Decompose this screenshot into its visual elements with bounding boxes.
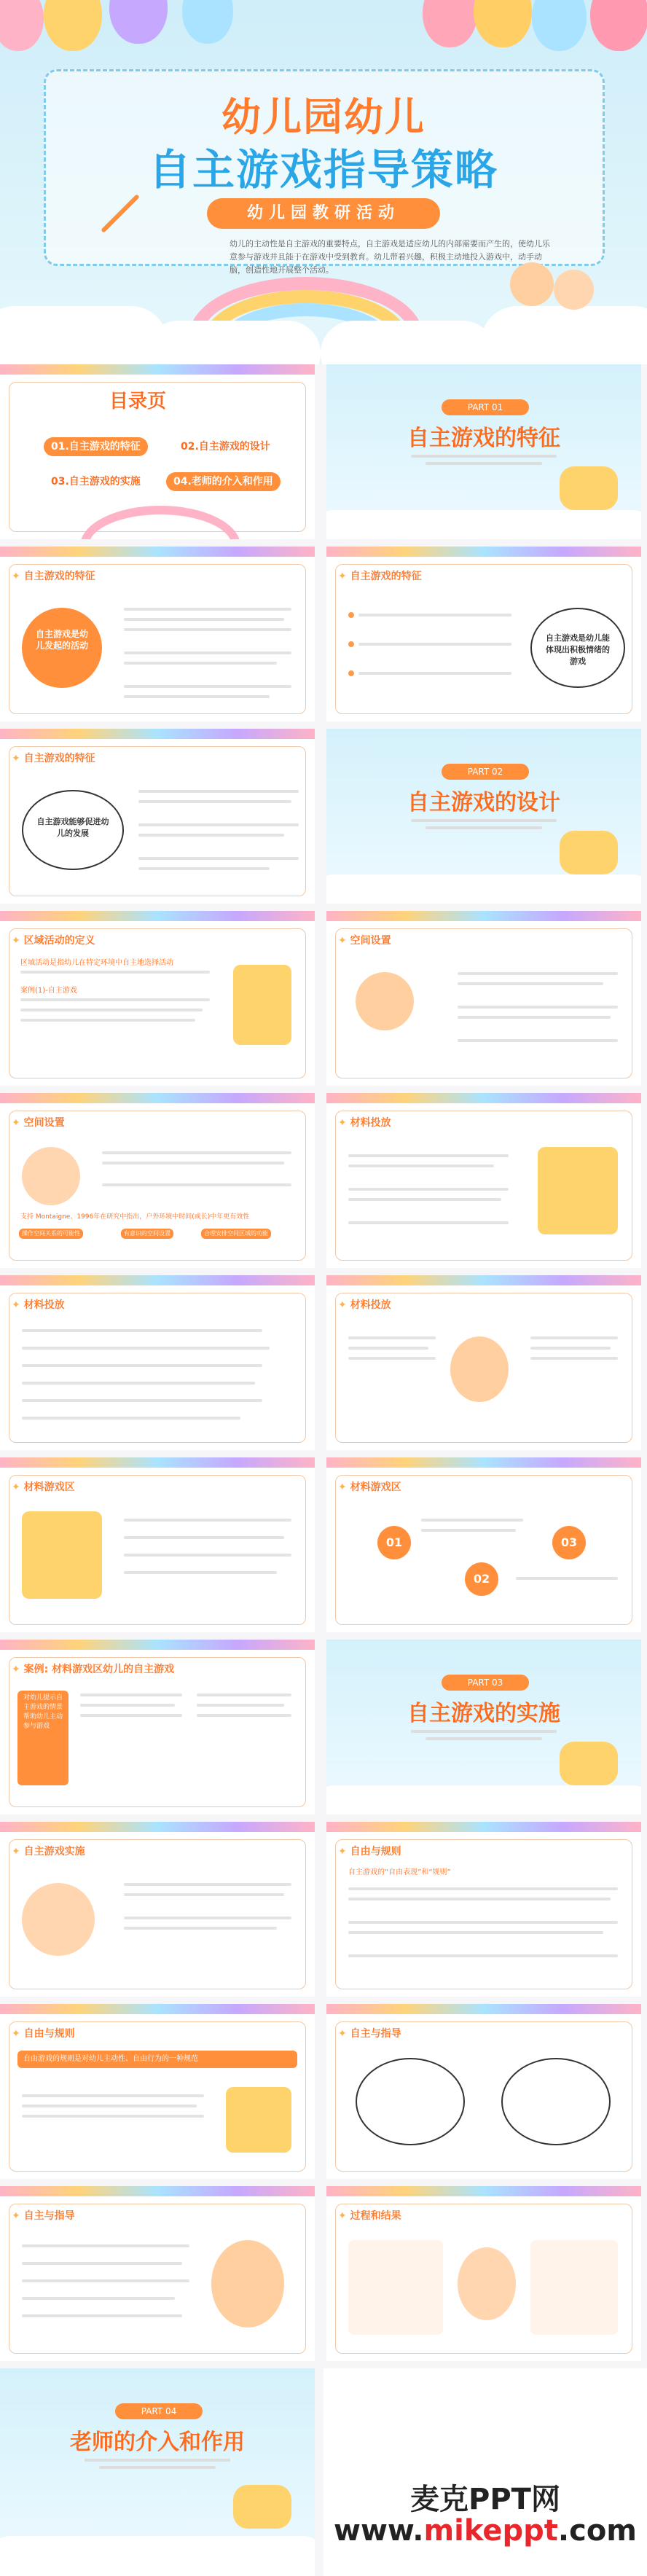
text-line [99,2466,216,2469]
slide-part-02 [326,729,641,904]
text-line [348,1357,436,1360]
slide-header: ✦ 自主游戏实施 [12,1844,85,1858]
watermark-url-prefix: www. [333,2514,424,2548]
text-line [22,2279,189,2282]
key-point-1: 区域活动是指幼儿在特定环境中自主地选择活动 [20,959,173,967]
text-line [348,1887,618,1890]
text-line [124,1519,291,1522]
text-line [197,1714,291,1717]
cloud-icon [481,306,647,364]
text-line [530,1336,618,1339]
text-line [421,1529,516,1532]
elephant-slide-icon [233,2485,291,2529]
slide-3 [0,547,315,721]
text-line [124,1571,277,1574]
slide-header: ✦ 过程和结果 [338,2208,401,2223]
toc-item-2[interactable]: 02.自主游戏的设计 [181,441,270,453]
slide-15 [0,1640,315,1814]
slide-5 [0,729,315,904]
text-line [22,2244,189,2247]
bullet-dot [348,641,354,647]
elephant-slide-icon [560,831,618,874]
part-title: 自主游戏的实施 [407,1701,560,1726]
text-line [197,1694,291,1696]
text-line [124,651,291,654]
number-circle-1: 01 [377,1526,411,1559]
text-line [22,2314,182,2317]
slide-header: ✦ 空间设置 [338,933,391,947]
tag-chip: 有意识的空间设置 [121,1229,173,1239]
text-line [348,1898,611,1900]
text-line [22,1347,270,1350]
text-line [124,1927,277,1930]
cover-slide [0,0,647,364]
thought-bubble: 自主游戏是幼儿能体现出积极情绪的游戏 [530,608,625,688]
text-line [348,1921,618,1924]
text-line [124,1536,284,1539]
part-title: 自主游戏的设计 [407,790,560,815]
key-point-2: 案例(1)-自主游戏 [20,987,77,995]
elephant-slide-icon [560,466,618,510]
slide-note: 自主游戏的“自由表现”和“规则” [348,1868,451,1876]
slide-header: ✦ 自主游戏的特征 [12,751,95,765]
slide-9 [0,1093,315,1268]
slide-header: ✦ 空间设置 [12,1115,65,1130]
cover-title-line2: 自主游戏指导策略 [148,145,498,195]
slide-playground-illustration [538,1147,618,1234]
slide-toc [0,364,315,539]
text-line [411,819,557,822]
slide-14 [326,1457,641,1632]
cloud-icon [0,306,168,364]
cloud-icon [0,2536,315,2576]
highlight-circle: 自主游戏是幼儿发起的活动 [22,608,102,688]
slide-border [9,1293,306,1443]
text-line [20,1019,195,1022]
elephant-slide-icon [560,1742,618,1785]
watermark-url-accent: mikeppt [423,2514,558,2548]
text-line [138,790,299,793]
balloon-icon [182,0,233,44]
slide-17 [0,1822,315,1997]
cover-description: 幼儿的主动性是自主游戏的重要特点，自主游戏是适应幼儿的内部需要而产生的，使幼儿乐意参与游戏并且能于在游戏中受到教育。幼儿带着兴趣，积极主动地投入游戏中，动手动脑，创造性地开展整个活动。 [230,239,550,275]
balloon-icon [590,0,647,51]
tag-chip: 合理安排空间区域的功能 [201,1229,271,1239]
text-box [530,2240,618,2335]
slide-7 [0,911,315,1086]
text-line [102,1162,284,1164]
text-line [348,1164,494,1167]
text-line [348,1347,428,1350]
balloon-icon [474,0,532,47]
cover-title-line1: 幼儿园幼儿 [221,94,426,140]
text-line [22,1364,262,1367]
text-line [138,823,299,826]
cloud-icon [326,510,641,539]
text-line [426,1737,542,1740]
part-title: 自主游戏的特征 [407,426,560,451]
slide-12 [326,1275,641,1450]
text-line [22,1399,262,1402]
text-line [124,618,284,621]
text-line [22,2115,204,2118]
slide-8 [326,911,641,1086]
text-line [348,1188,509,1191]
text-line [22,1382,255,1385]
text-line [22,2094,204,2097]
text-line [348,1336,436,1339]
text-line [138,867,270,870]
balloon-icon [423,0,477,47]
slide-19 [0,2004,315,2179]
text-line [426,826,542,829]
text-line [530,1357,618,1360]
highlight-box: 对幼儿提示自主游戏的情景帮助幼儿主动参与游戏 [17,1691,68,1785]
quote-text: 支持 Montaigne、1996年在研究中指出，户外环境中时间(或长)中年更有效性 [20,1213,250,1221]
child-running-illustration [356,972,414,1030]
balloon-icon [109,0,168,44]
text-line [124,1893,284,1896]
part-tag: PART 04 [115,2403,203,2419]
text-line [124,685,291,688]
slide-part-03 [326,1640,641,1814]
kids-illustration [510,262,554,306]
kids-illustration [554,270,594,310]
text-line [458,982,603,985]
text-line [124,662,277,665]
slide-playground-illustration [233,965,291,1045]
text-line [421,1519,523,1522]
slide-13 [0,1457,315,1632]
text-line [530,1347,611,1350]
text-line [80,1714,182,1717]
toc-item-1[interactable]: 01.自主游戏的特征 [44,437,148,456]
text-line [358,614,511,616]
balloon-icon [44,0,102,51]
part-title: 老师的介入和作用 [70,2430,245,2455]
slide-21 [0,2186,315,2361]
slide-11 [0,1275,315,1450]
text-line [22,2262,182,2265]
text-line [458,1006,618,1009]
slide-header: ✦ 材料投放 [12,1297,65,1312]
highlight-banner: 自由游戏的规则是对幼儿主动性、自由行为的一种规范 [17,2051,297,2068]
slide-header: ✦ 材料投放 [338,1297,391,1312]
text-line [348,1221,509,1224]
text-line [197,1704,284,1707]
cloud-icon [321,321,495,364]
slide-header: ✦ 材料游戏区 [12,1479,75,1494]
toc-item-3[interactable]: 03.自主游戏的实施 [51,476,141,488]
children-illustration [22,1147,80,1205]
text-line [124,1917,291,1919]
text-line [348,1198,501,1201]
text-line [426,462,542,465]
text-line [411,1730,557,1733]
cloud-icon [326,1785,641,1814]
slide-header: ✦ 材料游戏区 [338,1479,401,1494]
slide-header: ✦ 自主与指导 [338,2026,401,2040]
text-line [138,834,284,837]
text-line [80,1704,175,1707]
text-line [458,1016,611,1019]
text-line [458,1039,618,1042]
bullet-dot [348,612,354,618]
text-line [85,2459,230,2462]
slide-header: ✦ 自主游戏的特征 [338,568,422,583]
text-line [138,800,291,803]
text-line [124,608,291,611]
text-box [348,2240,443,2335]
part-tag: PART 01 [442,399,529,415]
slide-10 [326,1093,641,1268]
text-line [348,1931,603,1934]
slide-border [335,1839,632,1989]
number-circle-2: 02 [465,1562,498,1596]
text-line [124,695,270,698]
slide-playground-illustration [226,2087,291,2153]
toc-item-4[interactable]: 04.老师的介入和作用 [166,472,281,491]
text-line [124,1883,291,1886]
text-line [516,1577,618,1580]
slide-header: ✦ 自由与规则 [12,2026,75,2040]
toc-title: 目录页 [109,391,167,412]
watermark-url[interactable] [324,2514,647,2548]
child-hopscotch-illustration [211,2240,284,2328]
slide-20 [326,2004,641,2179]
cloud-icon [326,874,641,904]
cloud-icon [146,321,321,364]
slide-18 [326,1822,641,1997]
text-line [20,998,210,1001]
text-line [348,1154,509,1157]
thought-bubble: 自主游戏能够促进幼儿的发展 [22,790,124,870]
slide-4 [326,547,641,721]
slide-header: ✦ 自主与指导 [12,2208,75,2223]
text-line [20,1009,203,1011]
balloon-icon [0,0,44,51]
text-line [22,1329,262,1332]
child-illustration [458,2247,516,2320]
bullet-dot [348,670,354,676]
balloon-icon [532,0,587,51]
slide-header: ✦ 区域活动的定义 [12,933,95,947]
text-line [22,2297,175,2300]
text-line [348,1954,618,1957]
children-illustration [22,1883,95,1956]
slide-header: ✦ 自主游戏的特征 [12,568,95,583]
slide-header: ✦ 自由与规则 [338,1844,401,1858]
text-line [80,1694,182,1696]
slide-playground-illustration [22,1511,102,1599]
thought-bubble [501,2058,611,2145]
text-line [138,857,299,860]
slide-header: ✦ 案例: 材料游戏区幼儿的自主游戏 [12,1661,174,1676]
slide-part-01 [326,364,641,539]
watermark-brand: 麦克PPT网 [410,2483,560,2516]
thought-bubble [356,2058,465,2145]
tag-chip: 操作空间关系的可能性 [19,1229,83,1239]
slide-22 [326,2186,641,2361]
text-line [22,1417,240,1420]
part-tag: PART 03 [442,1675,529,1691]
watermark-url-suffix: .com [557,2514,637,2548]
text-line [458,972,618,975]
text-line [124,1554,291,1557]
slide-header: ✦ 材料投放 [338,1115,391,1130]
text-line [358,672,511,675]
text-line [102,1183,291,1186]
text-line [20,971,210,974]
child-running-illustration [450,1336,509,1402]
text-line [124,628,291,631]
cover-subtitle: 幼儿园教研活动 [207,198,440,229]
part-tag: PART 02 [442,764,529,780]
text-line [411,455,557,458]
text-line [22,2105,197,2107]
slide-part-04 [0,2368,315,2576]
number-circle-3: 03 [552,1526,586,1559]
text-line [358,643,511,646]
text-line [102,1151,291,1154]
